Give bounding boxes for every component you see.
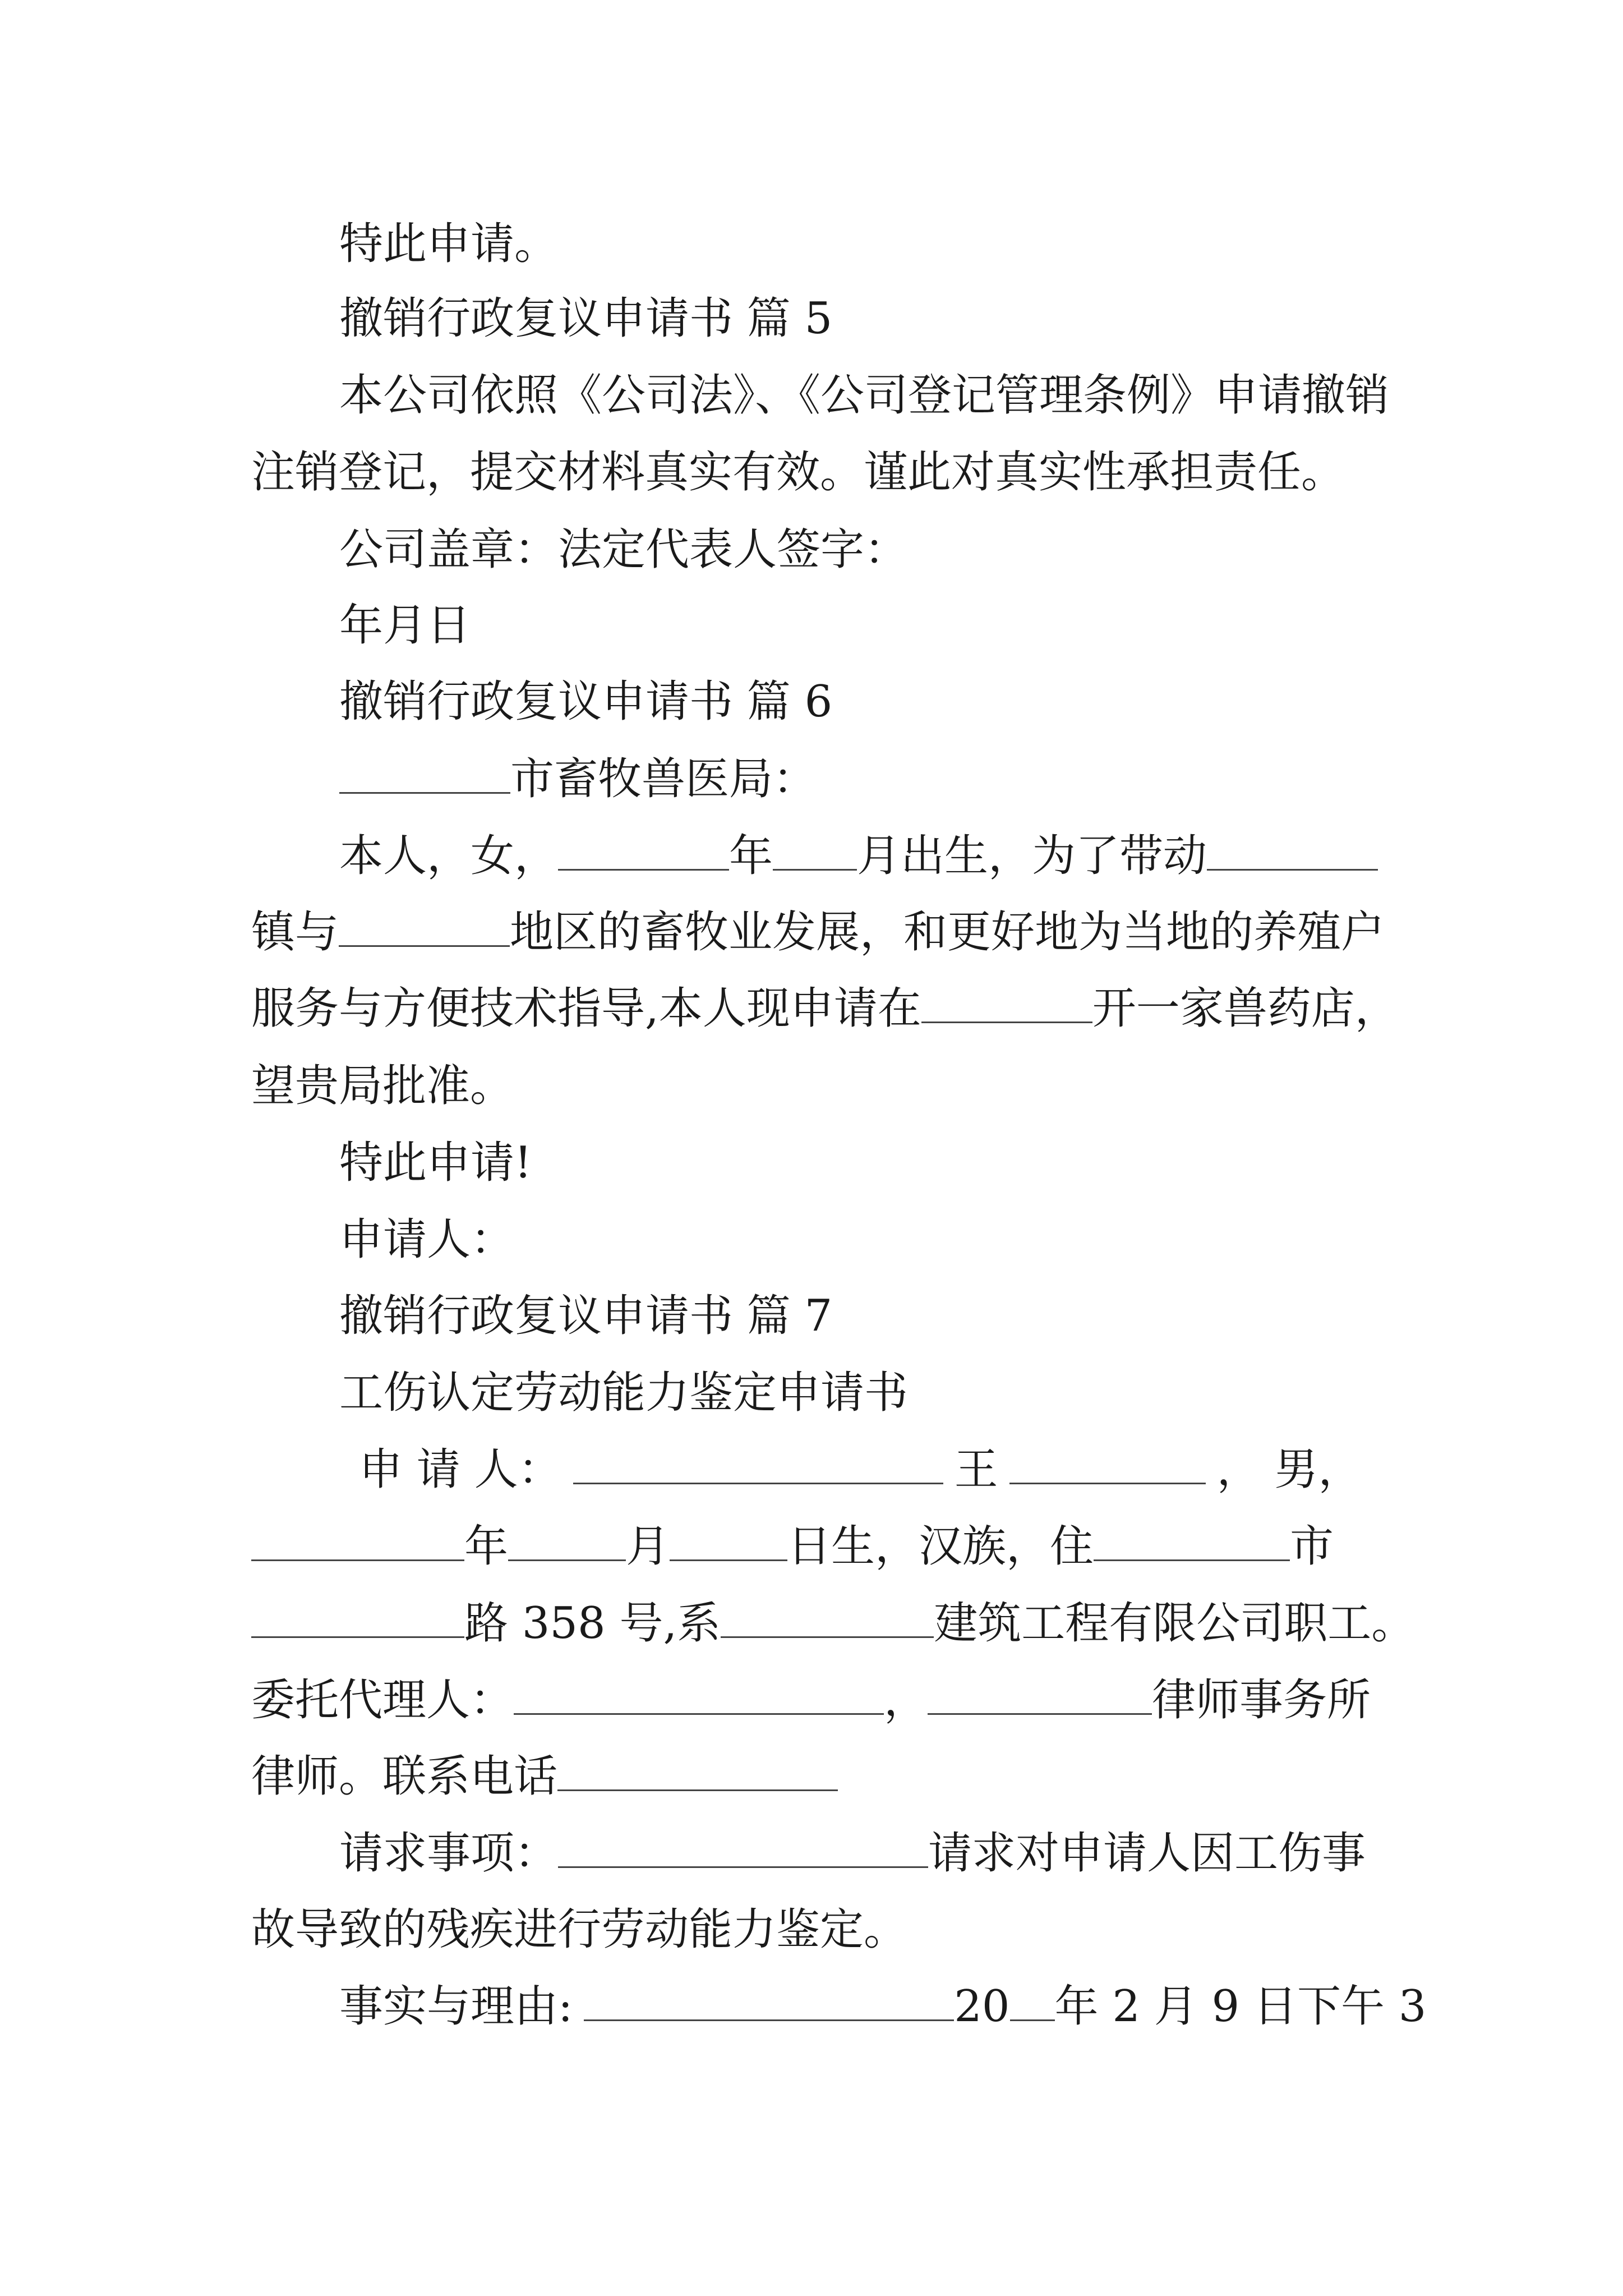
section-heading: 撤销行政复议申请书 篇 7 [339,1291,833,1341]
fill-blank [558,830,729,871]
section-heading: 撤销行政复议申请书 篇 6 [339,677,833,727]
fill-blank [339,753,510,794]
text-line: 镇与 地区的畜牧业发展，和更好地为当地的养殖户 [251,907,1385,958]
fill-blank [251,1597,464,1638]
fill-blank [251,1520,464,1561]
text-line: 律师。联系电话 [0,1749,1623,1805]
text-line: 本公司依照《公司法》、《公司登记管理条例》申请撤销 [339,370,1390,421]
fill-blank [584,1980,954,2021]
fill-blank [921,982,1092,1023]
fill-blank [1094,1520,1290,1561]
section-heading: 撤销行政复议申请书 篇 5 [339,293,833,344]
fill-blank [1207,830,1378,871]
text-line: 委托代理人： ， 律师事务所 [251,1675,1371,1726]
fill-blank [1009,1443,1206,1484]
text-line: 望贵局批准。 [251,1061,514,1111]
text-line: 申请人： [339,1214,515,1265]
text-line: 服务与方便技术指导,本人现申请在 开一家兽药店， [251,983,1399,1034]
fill-blank [573,1443,943,1484]
document-title: 工伤认定劳动能力鉴定申请书 [339,1368,909,1418]
text-line: 年 月 日生，汉族，住 市 [0,1519,1623,1575]
text-line: 申 请 人： 王 ， 男， [359,1444,1362,1495]
text-line: 事实与理由: 20 年 2 月 9 日下午 3 [339,1981,1427,2032]
fill-blank [339,906,510,947]
fill-blank [670,1520,787,1561]
fill-blank [558,1827,928,1868]
text-line: 注销登记，提交材料真实有效。谨此对真实性承担责任。 [251,447,1345,498]
fill-blank [773,830,857,871]
text-line: 特此申请。 [339,219,559,269]
text-line: 市畜牧兽医局： [0,751,1623,807]
text-line: 故导致的残疾进行劳动能力鉴定。 [251,1904,908,1955]
fill-blank [557,1750,838,1791]
fill-blank [508,1520,626,1561]
fill-blank [928,1674,1152,1715]
text-line: 年月日 [339,600,471,651]
text-line: 特此申请! [339,1138,532,1188]
text-line: 请求事项： 请求对申请人因工伤事 [339,1828,1366,1879]
fill-blank [721,1597,934,1638]
text-line: 本人，女， 年 月出生，为了带动 [0,828,1623,884]
fill-blank [1010,1980,1055,2021]
text-line: 路 358 号,系 建筑工程有限公司职工。 [0,1595,1623,1651]
text-line: 公司盖章：法定代表人签字： [339,524,909,575]
fill-blank [514,1674,884,1715]
